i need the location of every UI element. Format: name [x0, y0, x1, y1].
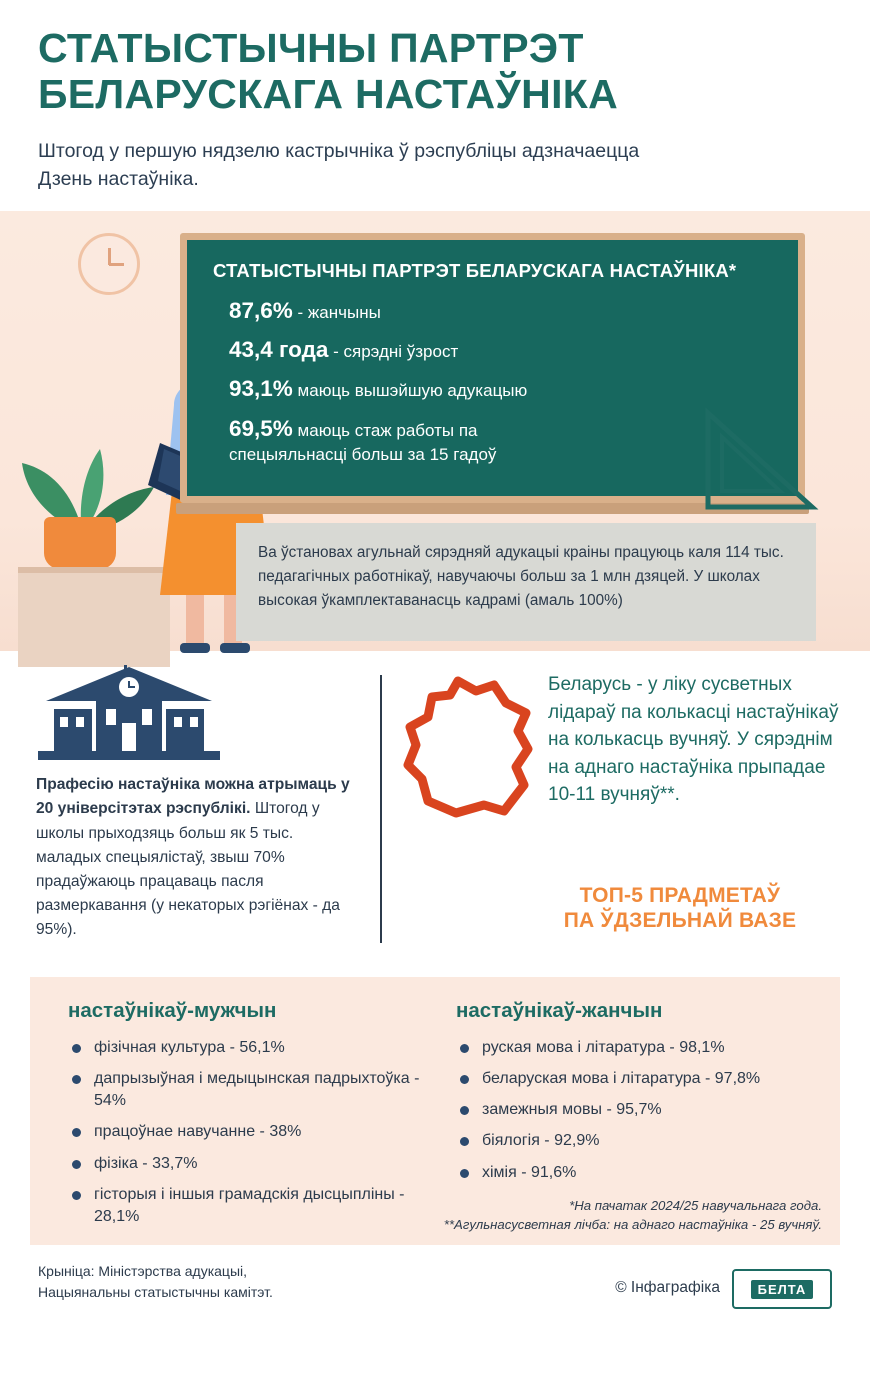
belta-logo	[732, 1269, 832, 1309]
triangle-ruler-icon	[700, 407, 820, 517]
stat-row	[229, 296, 772, 326]
list-item: фізічная культура - 56,1%	[72, 1037, 432, 1059]
stat-label: маюць вышэйшую адукацыю	[297, 381, 528, 401]
top5-line2: ПА ЎДЗЕЛЬНАЙ ВАЗЕ	[563, 909, 797, 933]
stat-value: 87,6%	[229, 298, 293, 324]
vertical-divider	[380, 675, 382, 943]
clock-icon	[78, 233, 140, 295]
stat-label-continued: спецыяльнасці больш за 15 гадоў	[229, 444, 497, 464]
header	[0, 0, 870, 193]
universities-text	[36, 773, 356, 942]
stat-value: 69,5%	[229, 415, 293, 441]
stat-row	[229, 335, 772, 365]
panel-title: настаўнікаў-жанчын	[456, 999, 663, 1023]
top5-heading	[520, 883, 840, 933]
source-line-1: Крыніца: Міністэрства адукацыі,	[38, 1263, 248, 1280]
subject-panels	[30, 977, 840, 1245]
page-subtitle: Штогод у першую нядзелю кастрычніка ў рэспубліцы адзначаецца Дзень настаўніка.	[38, 139, 640, 190]
stat-label: маюць стаж работы па	[297, 420, 478, 440]
plant-pot	[44, 517, 116, 569]
list-item: працоўнае навучанне - 38%	[72, 1121, 432, 1143]
footnote-one: *На пачатак 2024/25 навучальнага года.	[569, 1197, 822, 1213]
footnotes	[444, 1196, 822, 1236]
note-box: Ва ўстановах агульнай сярэдняй адукацыі краіны працуюць каля 114 тыс. педагагічных работнікаў, навучаючы больш за 1 млн дзяцей. У школах высокая ўкамплектаванасць кадрамі (амаль 100%)	[236, 523, 816, 641]
list-item: замежныя мовы - 95,7%	[460, 1099, 820, 1121]
subject-list	[54, 1037, 432, 1228]
panel-male-teachers	[54, 999, 442, 1231]
illustration-band	[0, 211, 870, 651]
list-item: хімія - 91,6%	[460, 1162, 820, 1184]
credit-text: © Інфаграфіка	[615, 1279, 720, 1297]
list-item: фізіка - 33,7%	[72, 1153, 432, 1175]
stat-row	[229, 414, 772, 467]
list-item: гісторыя і іншыя грамадскія дысцыпліны - 28,1%	[72, 1184, 432, 1228]
page-title: СТАТЫСТЫЧНЫ ПАРТРЭТ БЕЛАРУСКАГА НАСТАЎНІКА	[38, 25, 618, 117]
mid-section	[0, 651, 870, 971]
footer	[38, 1261, 832, 1339]
top5-line1: ТОП-5 ПРАДМЕТАЎ	[579, 884, 781, 908]
universities-text-bold: Прафесію настаўніка можна атрымаць у 20 універсітэтах рэспублікі.	[36, 776, 350, 818]
school-building-icon	[36, 665, 222, 761]
stat-value: 93,1%	[229, 376, 293, 402]
stat-row	[229, 374, 772, 404]
board-heading: СТАТЫСТЫЧНЫ ПАРТРЭТ БЕЛАРУСКАГА НАСТАЎНІКА*	[213, 260, 737, 282]
stat-value: 43,4 года	[229, 337, 329, 363]
list-item: біялогія - 92,9%	[460, 1130, 820, 1152]
list-item: беларуская мова і літаратура - 97,8%	[460, 1068, 820, 1090]
universities-text-rest: Штогод у школы прыходзяць больш як 5 тыс. маладых спецыялістаў, звыш 70% прадаўжаюць працаваць пасля размеркавання (у некаторых рэгіёнах - да 95%).	[36, 800, 340, 939]
belta-logo-text: БЕЛТА	[751, 1280, 814, 1299]
belarus-map-icon	[398, 673, 540, 823]
list-item: дапрызыўная і медыцынская падрыхтоўка - 54%	[72, 1068, 432, 1112]
list-item: руская мова і літаратура - 98,1%	[460, 1037, 820, 1059]
stat-label: - сярэдні ўзрост	[333, 342, 459, 362]
belarus-leader-text: Беларусь - у ліку сусветных лідараў па колькасці настаўнікаў на колькасць вучняў. У сярэднім на аднаго настаўніка прыпадае 10-11 вучняў**.	[548, 674, 839, 806]
subject-list	[442, 1037, 820, 1183]
stat-label: - жанчыны	[297, 303, 381, 323]
footnote-two: **Агульнасусветная лічба: на аднаго настаўніка - 25 вучняў.	[443, 1217, 822, 1233]
source-line-2: Нацыянальны статыстычны камітэт.	[38, 1284, 273, 1301]
panel-title: настаўнікаў-мужчын	[68, 999, 277, 1023]
